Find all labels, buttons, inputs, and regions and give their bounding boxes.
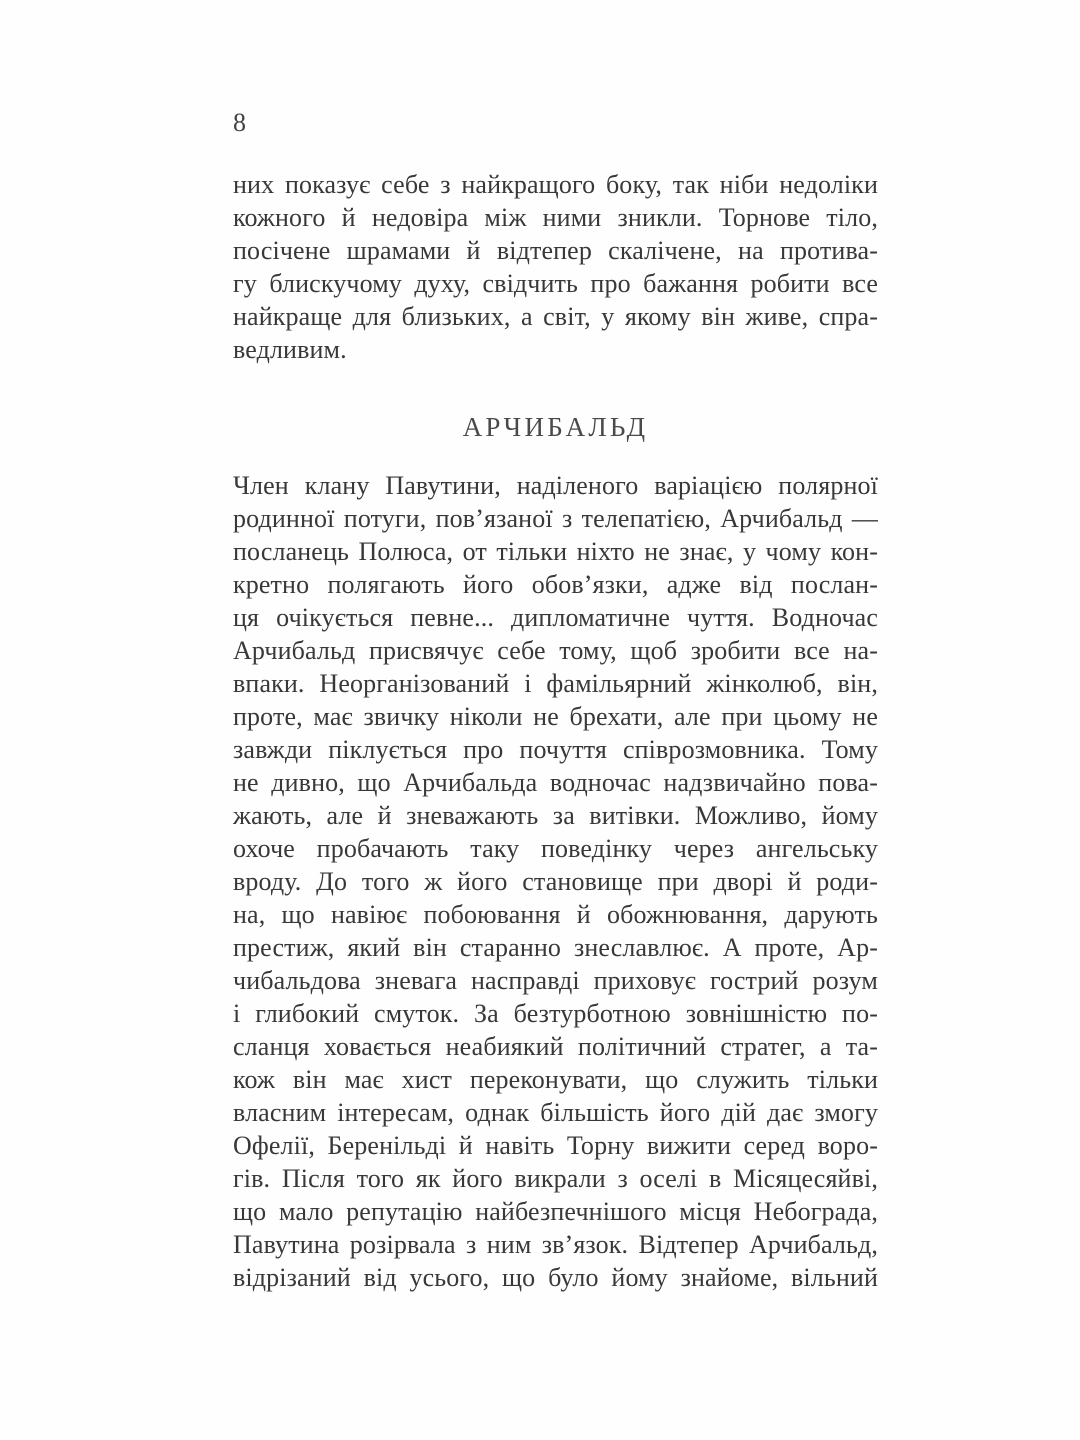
page-number: 8 <box>233 108 246 137</box>
text-line: родинної потуги, пов’язаної з телепатією, Арчибальд — <box>233 504 878 533</box>
text-line: Павутина розірвала з ним зв’язок. Відтепер Арчибальд, <box>233 1230 878 1259</box>
text-line: посічене шрамами й відтепер скалічене, на протива- <box>233 236 878 265</box>
text-line: Арчибальд присвячує себе тому, щоб зробити все на- <box>233 636 878 665</box>
text-line: гу блискучому духу, свідчить про бажання робити все <box>233 269 878 298</box>
text-line: жають, але й зневажають за витівки. Можливо, йому <box>233 801 878 830</box>
text-line: престиж, який він старанно знеславлює. А проте, Ар- <box>233 933 878 962</box>
text-line: найкраще для близьких, а світ, у якому він живе, спра- <box>233 302 878 331</box>
text-line: кож він має хист переконувати, що служить тільки <box>233 1065 878 1094</box>
text-line: гів. Після того як його викрали з оселі в Місяцесяйві, <box>233 1164 878 1193</box>
text-line: ведливим. <box>233 335 347 364</box>
section-heading: АРЧИБАЛЬД <box>462 412 649 442</box>
text-line: сланця ховається неабиякий політичний стратег, а та- <box>233 1032 878 1061</box>
text-line: охоче пробачають таку поведінку через ангельську <box>233 834 878 863</box>
text-column <box>233 106 878 1294</box>
text-line: ця очікується певне... дипломатичне чуття. Водночас <box>233 603 878 632</box>
text-line: що мало репутацію найбезпечнішого місця Небограда, <box>233 1197 878 1226</box>
text-line: власним інтересам, однак більшість його дій дає змогу <box>233 1098 878 1127</box>
text-line: вроду. До того ж його становище при дворі й роди- <box>233 867 878 896</box>
text-line: впаки. Неорганізований і фамільярний жінколюб, він, <box>233 669 878 698</box>
text-line: Член клану Павутини, наділеного варіацією полярної <box>233 471 878 500</box>
text-line: завжди піклується про почуття співрозмовника. Тому <box>233 735 878 764</box>
text-line: і глибокий смуток. За безтурботною зовнішністю по- <box>233 999 878 1028</box>
paragraph-archibald-description <box>233 469 878 1294</box>
text-line: кретно полягають його обов’язки, адже від послан- <box>233 570 878 599</box>
text-line: не дивно, що Арчибальда водночас надзвичайно пова- <box>233 768 878 797</box>
text-line: посланець Полюса, от тільки ніхто не знає, у чому кон- <box>233 537 878 566</box>
text-line: кожного й недовіра між ними зникли. Торнове тіло, <box>233 203 878 232</box>
text-line: них показує себе з найкращого боку, так ніби недоліки <box>233 170 878 199</box>
text-line: чибальдова зневага насправді приховує гострий розум <box>233 966 878 995</box>
text-line: відрізаний від усього, що було йому знайоме, вільний <box>233 1263 878 1292</box>
text-line: Офелії, Беренільді й навіть Торну вижити серед воро- <box>233 1131 878 1160</box>
text-line: проте, має звичку ніколи не брехати, але при цьому не <box>233 702 878 731</box>
text-line: на, що навіює побоювання й обожнювання, дарують <box>233 900 878 929</box>
paragraph-continuation <box>233 168 878 366</box>
